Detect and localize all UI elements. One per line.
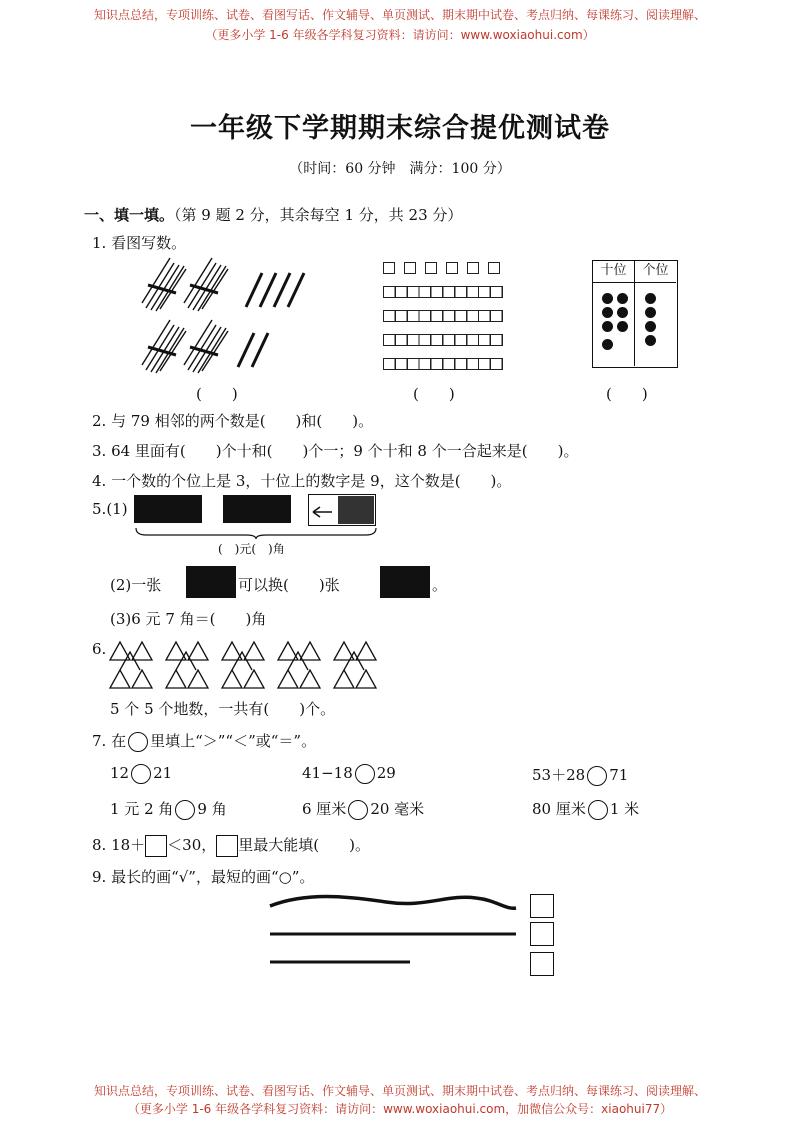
ten-strip-2 xyxy=(383,310,503,322)
q8-box-2[interactable] xyxy=(216,835,238,857)
q7-item-2-right: 29 xyxy=(376,764,396,782)
page-title: 一年级下学期期末综合提优测试卷 xyxy=(190,113,610,144)
section-1-note: （第 9 题 2 分，其余每空 1 分，共 23 分） xyxy=(174,206,463,224)
ten-strip-4 xyxy=(383,358,503,370)
q7-item-3 xyxy=(532,764,628,786)
q1-paren-a: ( ) xyxy=(196,385,238,403)
q7-item-4 xyxy=(110,798,227,820)
stick-bundle-3 xyxy=(142,320,186,373)
q5-p3: (3)6 元 7 角＝( )角 xyxy=(110,610,267,628)
compare-circle-4[interactable] xyxy=(175,800,195,820)
q7-item-2 xyxy=(302,764,396,784)
q8-text-a: 8. 18＋ xyxy=(92,836,146,854)
q6-text: 5 个 5 个地数，一共有( )个。 xyxy=(110,700,336,718)
q7-text-a: 7. 在 xyxy=(92,732,127,750)
q7-item-5-right: 20 毫米 xyxy=(370,800,425,818)
stick-bundles-figure xyxy=(138,255,318,380)
ones-label: 个位 xyxy=(635,261,676,283)
header-line-1: 知识点总结，专项训练、试卷、看图写话、作文辅导、单页测试、期末期中试卷、考点归纳、每课练习、阅读理解、 xyxy=(93,8,706,22)
q7-text-b: 里填上“＞”“＜”或“＝”。 xyxy=(150,732,317,750)
q8-text xyxy=(92,834,370,857)
q7-item-1-right: 21 xyxy=(153,764,173,782)
q2-text: 2. 与 79 相邻的两个数是( )和( )。 xyxy=(92,412,374,430)
answer-box-1[interactable] xyxy=(530,894,554,918)
answer-circle-icon xyxy=(128,732,148,752)
stick-bundle-1 xyxy=(142,258,186,311)
header-line-2: （更多小学 1-6 年级各学科复习资料：请访问：www.woxiaohui.com） xyxy=(205,28,595,42)
q7-text xyxy=(92,730,316,752)
single-sticks xyxy=(238,273,304,367)
q1-paren-c: ( ) xyxy=(606,385,648,403)
banknote-large xyxy=(186,566,236,598)
q7-item-1 xyxy=(110,764,172,784)
q8-text-b: ＜30， xyxy=(167,836,217,854)
q7-item-6-right: 1 米 xyxy=(609,800,640,818)
q8-box-1[interactable] xyxy=(145,835,167,857)
q5-p1-label: (1) xyxy=(106,500,128,518)
q1-paren-b: ( ) xyxy=(413,385,455,403)
q5-p1-answer: ( )元( )角 xyxy=(218,542,285,556)
banknote-1 xyxy=(134,495,202,523)
q8-text-c: 里最大能填( )。 xyxy=(238,836,370,854)
q7-item-6 xyxy=(532,798,639,820)
q6-number: 6. xyxy=(92,640,107,658)
q7-item-5 xyxy=(302,798,424,820)
triangle-groups-figure xyxy=(104,636,394,692)
answer-box-3[interactable] xyxy=(530,952,554,976)
q5-brace xyxy=(134,526,378,540)
q7-item-4-right: 9 角 xyxy=(197,800,227,818)
section-1-heading xyxy=(84,204,462,225)
stick-bundle-4 xyxy=(184,320,228,373)
q9-text: 9. 最长的画“√”，最短的画“○”。 xyxy=(92,868,315,886)
ten-strip-1 xyxy=(383,286,503,298)
q5-p2-c: 。 xyxy=(432,576,448,594)
section-1-title: 一、填一填。 xyxy=(84,206,175,224)
q7-item-3-right: 71 xyxy=(609,766,629,784)
q4-text: 4. 一个数的个位上是 3，十位上的数字是 9，这个数是( )。 xyxy=(92,472,512,490)
q3-text: 3. 64 里面有( )个十和( )个一；9 个十和 8 个一合起来是( )。 xyxy=(92,442,579,460)
q7-item-2-left: 41−18 xyxy=(302,764,353,782)
q5-number xyxy=(92,500,128,518)
lines-figure xyxy=(266,888,522,970)
footer-line-2: （更多小学 1-6 年级各学科复习资料：请访问：www.woxiaohui.com，加微信公众号：xiaohui77） xyxy=(127,1102,673,1116)
banknote-2 xyxy=(223,495,291,523)
q7-item-3-left: 53＋28 xyxy=(532,766,586,784)
answer-box-2[interactable] xyxy=(530,922,554,946)
q5-num: 5. xyxy=(92,500,107,518)
place-value-table xyxy=(592,260,678,368)
q7-item-5-left: 6 厘米 xyxy=(302,800,347,818)
stick-bundle-2 xyxy=(184,258,228,311)
triangle-group-4 xyxy=(278,642,320,688)
q1-text: 1. 看图写数。 xyxy=(92,234,187,252)
q7-item-1-left: 12 xyxy=(110,764,130,782)
compare-circle-5[interactable] xyxy=(348,800,368,820)
compare-circle-3[interactable] xyxy=(587,766,607,786)
q5-p2-a: (2)一张 xyxy=(110,576,162,594)
q7-item-6-left: 80 厘米 xyxy=(532,800,586,818)
compare-circle-2[interactable] xyxy=(355,764,375,784)
compare-circle-6[interactable] xyxy=(588,800,608,820)
triangle-group-3 xyxy=(222,642,264,688)
ten-strip-3 xyxy=(383,334,503,346)
page-subtitle: （时间：60 分钟 满分：100 分） xyxy=(289,161,511,177)
banknote-small xyxy=(380,566,430,598)
triangle-group-5 xyxy=(334,642,376,688)
q5-p2-b: 可以换( )张 xyxy=(238,576,340,594)
wavy-line xyxy=(270,897,516,909)
square-blocks-figure xyxy=(383,262,503,372)
tens-label: 十位 xyxy=(593,261,635,283)
triangle-group-2 xyxy=(166,642,208,688)
q7-item-4-left: 1 元 2 角 xyxy=(110,800,174,818)
triangle-group-1 xyxy=(110,642,152,688)
banknote-3 xyxy=(308,494,376,526)
footer-line-1: 知识点总结，专项训练、试卷、看图写话、作文辅导、单页测试、期末期中试卷、考点归纳、每课练习、阅读理解、 xyxy=(93,1084,706,1098)
compare-circle-1[interactable] xyxy=(131,764,151,784)
